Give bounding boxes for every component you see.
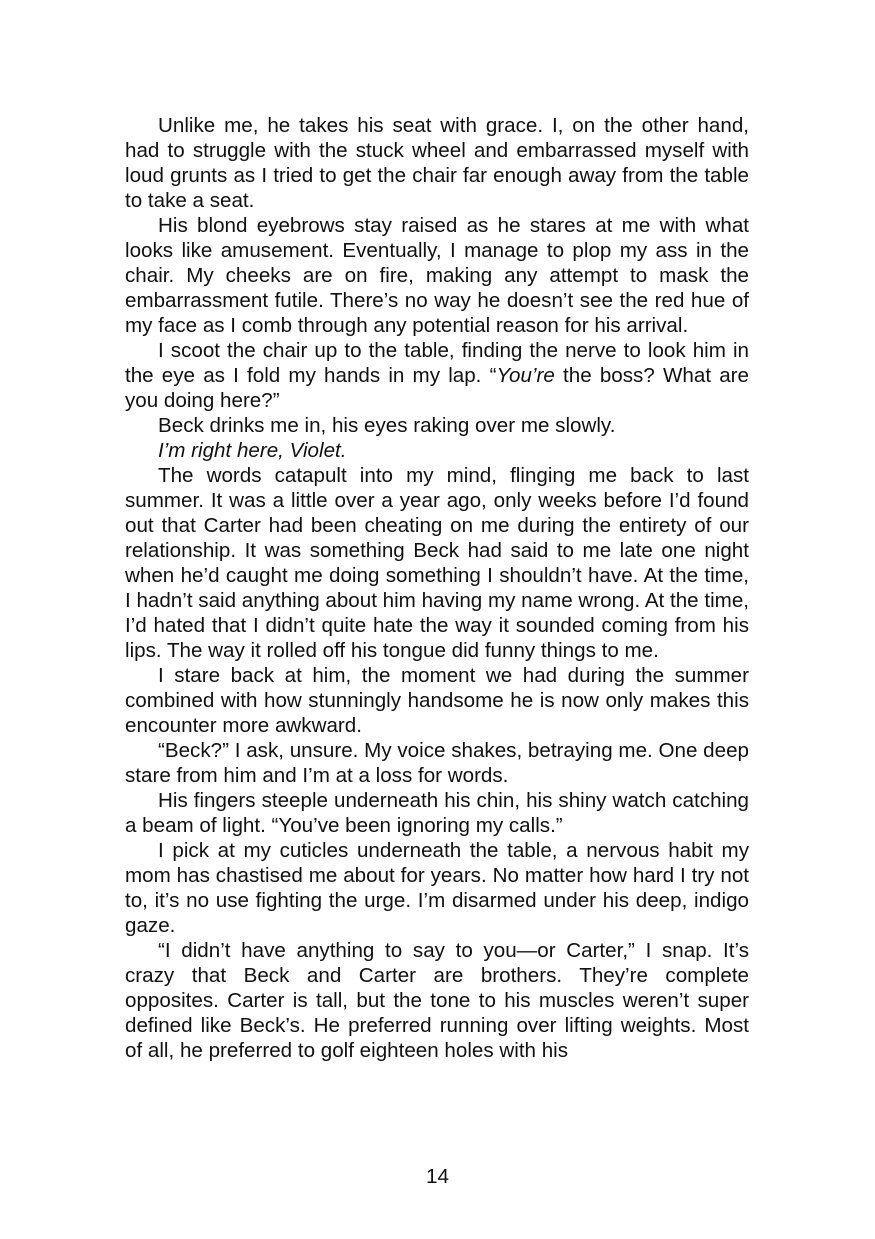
paragraph (125, 338, 749, 413)
page-body (125, 113, 749, 1063)
paragraph (125, 938, 749, 1063)
text-run: I scoot the chair up to the table, finding the nerve to look him in the eye as I fold my hands in my lap. “ (125, 339, 749, 387)
text-run: the boss? What are you doing here?” (125, 364, 749, 412)
paragraph (125, 413, 749, 438)
text-run: Beck drinks me in, his eyes raking over me slowly. (158, 414, 616, 437)
italic-text-run: I’m right here, Violet. (158, 439, 347, 462)
paragraph (125, 463, 749, 663)
text-run: His fingers steeple underneath his chin, his shiny watch catching a beam of light. “You’ve been ignoring my calls.” (125, 789, 749, 837)
text-run: “Beck?” I ask, unsure. My voice shakes, betraying me. One deep stare from him and I’m at a loss for words. (125, 739, 749, 787)
text-run: Unlike me, he takes his seat with grace. I, on the other hand, had to struggle with the stuck wheel and embarrassed myself with loud grunts as I tried to get the chair far enough away from the table to take a seat. (125, 114, 749, 212)
paragraph (125, 663, 749, 738)
text-run: I pick at my cuticles underneath the table, a nervous habit my mom has chastised me about for years. No matter how hard I try not to, it’s no use fighting the urge. I’m disarmed under his deep, indigo gaze. (125, 839, 749, 937)
paragraph (125, 438, 749, 463)
text-run: I stare back at him, the moment we had during the summer combined with how stunningly handsome he is now only makes this encounter more awkward. (125, 664, 749, 737)
paragraph (125, 113, 749, 213)
text-run: “I didn’t have anything to say to you—or Carter,” I snap. It’s crazy that Beck and Carter are brothers. They’re complete opposites. Carter is tall, but the tone to his muscles weren’t super defined like Beck’s. He preferred running over lifting weights. Most of all, he preferred to golf eighteen holes with his (125, 939, 749, 1062)
paragraph (125, 213, 749, 338)
text-run: The words catapult into my mind, flinging me back to last summer. It was a little over a year ago, only weeks before I’d found out that Carter had been cheating on me during the entirety of our relationship. It was something Beck had said to me late one night when he’d caught me doing something I shouldn’t have. At the time, I hadn’t said anything about him having my name wrong. At the time, I’d hated that I didn’t quite hate the way it sounded coming from his lips. The way it rolled off his tongue did funny things to me. (125, 464, 749, 662)
paragraph (125, 738, 749, 788)
italic-text-run: You’re (496, 364, 555, 387)
text-run: His blond eyebrows stay raised as he stares at me with what looks like amusement. Eventually, I manage to plop my ass in the chair. My cheeks are on fire, making any attempt to mask the embarrassment futile. There’s no way he doesn’t see the red hue of my face as I comb through any potential reason for his arrival. (125, 214, 749, 337)
page-number: 14 (426, 1165, 449, 1188)
paragraph (125, 788, 749, 838)
paragraph (125, 838, 749, 938)
